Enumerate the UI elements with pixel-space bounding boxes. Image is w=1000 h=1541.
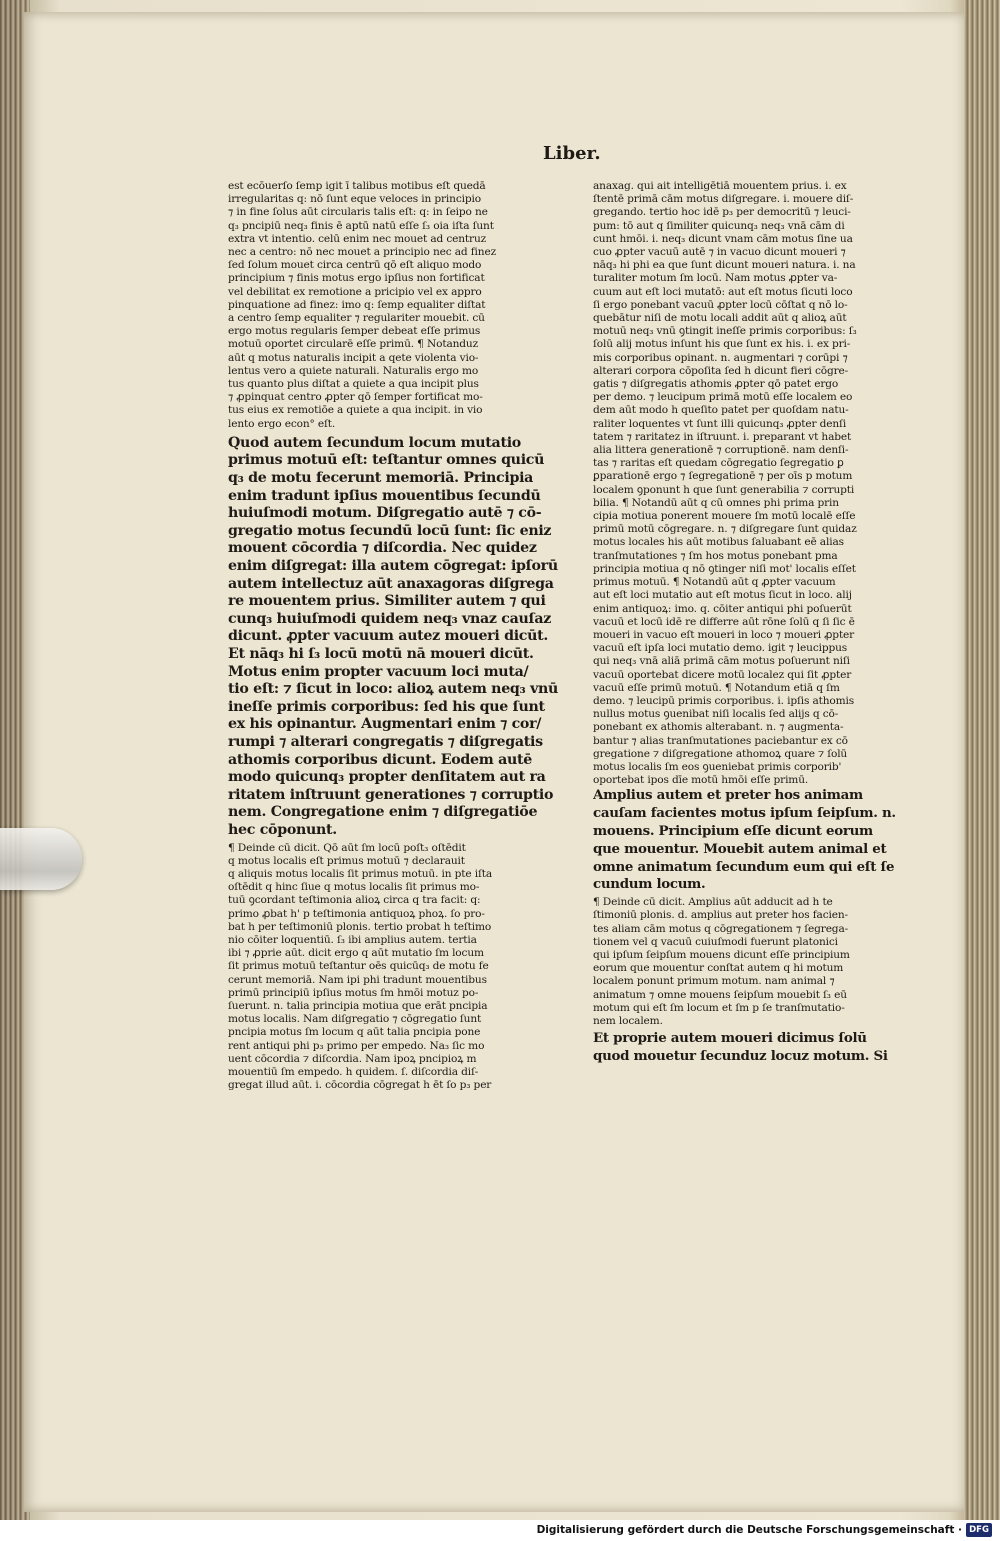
text-line: quod mouetur ſecunduz locuz motum. Si [593,1047,888,1064]
text-line: nio cōiter loquentiū. ſ₃ ibi amplius autem. tertia [228,933,477,946]
text-line: per demo. ⁊ leucipum primā motū eſſe localem eo [593,391,853,404]
text-line: cundum locum. [593,876,706,893]
text-line: gregando. tertio hoc idē p₃ per democritū ⁊ leuci- [593,206,851,219]
text-line: enim antiquoꝝ: imo. q. cōiter antiqui phi poſuerūt [593,602,852,615]
text-line: moueri in vacuo eſt moueri in loco ⁊ moueri ꝓpter [593,628,855,641]
text-line: vacuū eſſe primū motuū. ¶ Notandum etiā q ſm [593,681,840,694]
text-line: Motus enim propter vacuum loci muta/ [228,663,529,680]
text-line: ritatem inſtruunt generationes ⁊ corruptio [228,786,554,803]
text-line: vacuū eſt ipſa loci mutatio demo. igit ⁊ leucippus [593,642,848,655]
text-line: Et nāq₃ hi ſ₃ locū motū nā moueri dicūt. [228,645,534,662]
text-line: ſolū alij motus inſunt his que ſunt ex his. i. ex pri- [593,338,851,351]
text-line: animatum ⁊ omne mouens ſeipſum mouebit ſ₃ eū [593,988,847,1001]
text-line: localem ponunt primum motum. nam animal ⁊ [593,975,835,988]
text-line: q₃ pncipiū neq₃ finis ē aptū natū eſſe ſ₃ oia iſta ſunt [228,219,494,232]
text-line: tus quanto plus diſtat a quiete a qua incipit plus [228,378,479,391]
text-line: a centro ſemp equaliter ⁊ regulariter mouebit. cū [228,312,485,325]
text-line: ſtentē primā cām motus diſgregare. i. mouere diſ- [593,193,854,206]
text-line: cipia motiua ponerent mouere ſm motū localē eſſe [593,510,856,523]
text-line: motus locales his aūt motibus ſaluabant eē alias [593,536,844,549]
text-line: nāq₃ hi phi ea que ſunt dicunt moueri natura. i. na [593,259,856,272]
book-page-edges-right [964,0,1000,1520]
text-line: enim tradunt ipſius mouentibus ſecundū [228,487,541,504]
text-line: athomis corporibus dicunt. Eodem autē [228,751,533,768]
text-line: ergo motus regularis ſemper debeat eſſe primus [228,325,481,338]
text-line: gregatione ⁊ diſgregatione athomoꝝ quare ⁊ ſolū [593,747,848,760]
text-line: gregatio motus ſecundū locū ſunt: ſic eniz [228,522,552,539]
text-line: principium ⁊ finis motus ergo ipſius non fortificat [228,272,485,285]
text-line: ex his opinantur. Augmentari enim ⁊ cor/ [228,716,542,733]
right-commentary-2 [593,896,905,1028]
text-line: nullus motus ꝯuenibat niſi localis ſed alijs q cō- [593,708,839,721]
text-line: hec cōponunt. [228,821,337,838]
text-line: vacuū et locū idē re differre aūt rōne ſolū q ſi ſic ē [593,615,855,628]
right-commentary-1 [593,180,905,787]
text-line: cuum aut eſt loci mutatō: aut eſt motus ſicuti loco [593,285,853,298]
text-line: q motus localis eſt primus motuū ⁊ declarauit [228,854,465,867]
text-line: gregat illud aūt. i. cōcordia cōgregat h ēt ſo p₃ per [228,1079,492,1092]
text-line: aut eſt loci mutatio aut eſt motus ſicut in loco. alij [593,589,852,602]
text-line: lentus vero a quiete naturali. Naturalis ergo mo [228,364,479,377]
text-line: vacuū oportebat dicere motū localez qui ſit ꝓpter [593,668,852,681]
text-line: principia motiua q nō ꝯtinger niſi mot' localis eſſet [593,562,856,575]
footer-credit: Digitalisierung gefördert durch die Deutsche Forschungsgemeinschaft · [536,1524,962,1536]
text-line: est ecōuerſo ſemp igit ī talibus motibus eſt quedā [228,180,486,192]
text-line: ⁊ ꝓpinquat centro ꝓpter qō ſemper fortificat mo- [228,391,483,404]
text-line: tes aliam cām motus q cōgregationem ⁊ ſegrega- [593,922,849,935]
text-line: motus localis ſm eos ꝯueniebat primis corporib' [593,760,842,773]
text-line: q aliquis motus localis ſit primus motuū. in pte iſta [228,867,493,880]
text-line: tatem ⁊ raritatez in iſtruunt. i. preparant vt habet [593,430,852,443]
text-line: primus motuū eſt: teſtantur omnes quicū [228,452,545,469]
text-line: pinquatione ad finez: imo q: ſemp equaliter diſtat [228,298,486,311]
text-line: pum: tō aut q ſimiliter quicunq₃ neq₃ vnā cām di [593,219,845,232]
footer-bar [0,1520,1000,1541]
text-line: dem aūt modo h queſito patet per quoſdam natu- [593,404,849,417]
text-line: motus localis. Nam diſgregatio ⁊ cōgregatio ſunt [228,1013,482,1026]
text-line: q₃ de motu fecerunt memoriā. Principia [228,470,534,487]
text-line: gatis ⁊ diſgregatis athomis ꝓpter qō patet ergo [593,378,839,391]
text-line: cuo ꝓpter vacuū autē ⁊ in vacuo dicunt moueri ⁊ [593,246,846,259]
text-line: omne animatum ſecundum eum qui eſt ſe [593,858,895,875]
text-line: eorum que mouentur conſtat autem q hi motum [593,962,844,975]
text-line: motuū oportet circularē eſſe primū. ¶ Notanduz [228,338,479,351]
text-line: ineſſe primis corporibus: ſed his que ſunt [228,698,545,715]
left-main-text [228,435,562,840]
text-line: que mouentur. Mouebit autem animal et [593,840,887,857]
text-line: ſtimoniū plonis. d. amplius aut preter hos facien- [593,909,848,922]
text-line: demo. ⁊ leucipū primis corporibus. i. ipſis athomis [593,694,855,707]
text-line: alterari corpora cōpoſita ſed h dicunt fieri cōgre- [593,364,849,377]
text-line: cunq₃ huiuſmodi quidem neq₃ vnaz cauſaz [228,610,551,627]
text-line: motum qui eſt ſm locum et ſm p ſe tranſmutatio- [593,1001,845,1014]
text-line: Amplius autem et preter hos animam [593,787,863,804]
text-line: cunt hmōi. i. neq₃ dicunt vnam cām motus ſine ua [593,232,853,245]
text-line: mouent cōcordia ⁊ diſcordia. Nec quidez [228,540,537,557]
text-line: oportebat ipos dīe motū hmōi eſſe primū. [593,774,809,787]
text-line: primū motū cōgregare. n. ⁊ diſgregare ſunt quidaz [593,523,857,536]
text-line: irregularitas q: nō ſunt eque veloces in principio [228,193,481,206]
right-column [593,180,905,1066]
text-line: primus motuū. ¶ Notandū aūt q ꝓpter vacuum [593,576,836,589]
text-line: lento ergo econ° eſt. [228,417,336,430]
text-line: re mouentem prius. Similiter autem ⁊ qui [228,593,546,610]
text-line: enim diſgregat: illa autem cōgregat: ipſorū [228,558,558,575]
text-line: dicunt. ꝓpter vacuum autez moueri dicūt. [228,628,549,645]
text-line: tionem vel q vacuū cuiuſmodi fuerunt platonici [593,935,838,948]
text-line: rumpi ⁊ alterari congregatis ⁊ diſgregatis [228,733,543,750]
text-line: raliter loquentes vt ſunt illi quicunq₃ ꝓpter denſi [593,417,847,430]
text-line: huiuſmodi motum. Diſgregatio autē ⁊ cō- [228,505,542,522]
text-line: nem localem. [593,1014,663,1027]
text-line: bilia. ¶ Notandū aūt q cū omnes phi prima prin [593,496,839,509]
text-line: ꝑparationē ergo ⁊ ſegregationē ⁊ per oīs p motum [593,470,853,483]
page-clip [0,828,82,890]
text-line: primū principiū ipſius motus ſm hmōi motuz po- [228,986,479,999]
text-line: oſtēdit q hinc ſiue q motus localis ſit primus mo- [228,881,480,894]
text-line: ⁊ in fine ſolus aūt circularis talis eſt: q: in ſeipo ne [228,206,488,219]
text-line: ¶ Deinde cū dicit. Qō aūt ſm locū poſt₃ oſtēdit [228,841,466,854]
page-header: Liber. [543,143,601,164]
text-line: pncipia motus ſm locum q aūt talia pncipia pone [228,1026,481,1039]
text-line: qui ipſum ſeipſum mouens dicunt eſſe principium [593,948,850,961]
right-main-text-2 [593,1030,905,1066]
text-line: anaxag. qui ait intelligētiā mouentem prius. i. ex [593,180,847,192]
text-line: aūt q motus naturalis incipit a qete violenta vio- [228,351,479,364]
text-line: ſed ſolum mouet circa centrū qō eſt aliquo modo [228,259,482,272]
left-commentary-1 [228,180,562,431]
text-line: tio eſt: ⁊ ſicut in loco: alioꝝ autem neq₃ vnū [228,681,559,698]
left-column [228,180,562,1092]
right-main-text-1 [593,787,905,894]
text-line: ibi ⁊ ꝓprie aūt. dicit ergo q aūt mutatio ſm locum [228,947,484,960]
text-line: nec a centro: nō nec mouet a principio nec ad finez [228,246,497,259]
text-line: alia littera generationē ⁊ corruptionē. nam denſi- [593,444,849,457]
text-line: autem intellectuz aūt anaxagoras diſgrega [228,575,554,592]
text-line: ſuerunt. n. talia principia motiua que erāt pncipia [228,999,488,1012]
text-line: nem. Congregatione enim ⁊ diſgregatiōe [228,804,538,821]
text-line: mouentiū ſm empedo. h quidem. ſ. diſcordia diſ- [228,1065,479,1078]
text-line: mouens. Principium eſſe dicunt eorum [593,822,873,839]
text-line: cerunt memoriā. Nam ipi phi tradunt mouentibus [228,973,487,986]
text-line: uent cōcordia ⁊ diſcordia. Nam ipoꝝ pncipioꝝ m [228,1052,477,1065]
text-line: tuū ꝯcordant teſtimonia alioꝝ circa q tra facit: q: [228,894,481,907]
text-line: tus eius ex remotiōe a quiete a qua incipit. in vio [228,404,483,417]
text-line: primo ꝓbat h' p teſtimonia antiquoꝝ phoꝝ. ſo pro- [228,907,485,920]
text-line: extra vt intentio. celū enim nec mouet ad centruz [228,232,487,245]
text-line: rent antiqui phi p₃ primo per empedo. Na₃ ſic mo [228,1039,485,1052]
text-line: quebātur niſi de motu locali addit aūt q alioꝝ aūt [593,312,847,325]
text-line: bantur ⁊ alias tranſmutationes paciebantur ex cō [593,734,848,747]
text-line: ſit primus motuū teſtantur oēs quicūq₃ de motu fe [228,960,489,973]
dfg-logo: DFG [966,1523,992,1537]
text-line: modo quicunq₃ propter denſitatem aut ra [228,769,546,786]
text-line: motuū neq₃ vnū ꝯtingit ineſſe primis corporibus: ſ₃ [593,325,857,338]
text-line: vel debilitat ex remotione a pricipio vel ex appro [228,285,482,298]
text-line: mis corporibus opinant. n. augmentari ⁊ corūpi ⁊ [593,351,848,364]
text-line: Et proprie autem moueri dicimus ſolū [593,1030,867,1047]
text-line: ¶ Deinde cū dicit. Amplius aūt adducit ad h te [593,896,833,909]
text-line: bat h per teſtimoniū plonis. tertio probat h teſtimo [228,920,492,933]
text-line: localem ꝯponunt h que ſunt generabilia ⁊ corrupti [593,483,855,496]
text-line: tas ⁊ raritas eſt quedam cōgregatio ſegregatio ꝑ [593,457,844,470]
text-line: ſi ergo ponebant vacuū ꝓpter locū cōſtat q nō lo- [593,298,848,311]
text-line: ponebant ex athomis alterabant. n. ⁊ augmenta- [593,721,844,734]
text-line: cauſam facientes motus ipſum ſeipſum. n. [593,805,896,822]
left-commentary-2 [228,842,562,1093]
text-line: qui neq₃ vnā aliā primā cām motus poſuerunt niſi [593,655,850,668]
text-line: tranſmutationes ⁊ ſm hos motus ponebant pma [593,549,838,562]
text-line: turaliter motum ſm locū. Nam motus ꝓpter va- [593,272,838,285]
text-line: Quod autem ſecundum locum mutatio [228,434,521,451]
